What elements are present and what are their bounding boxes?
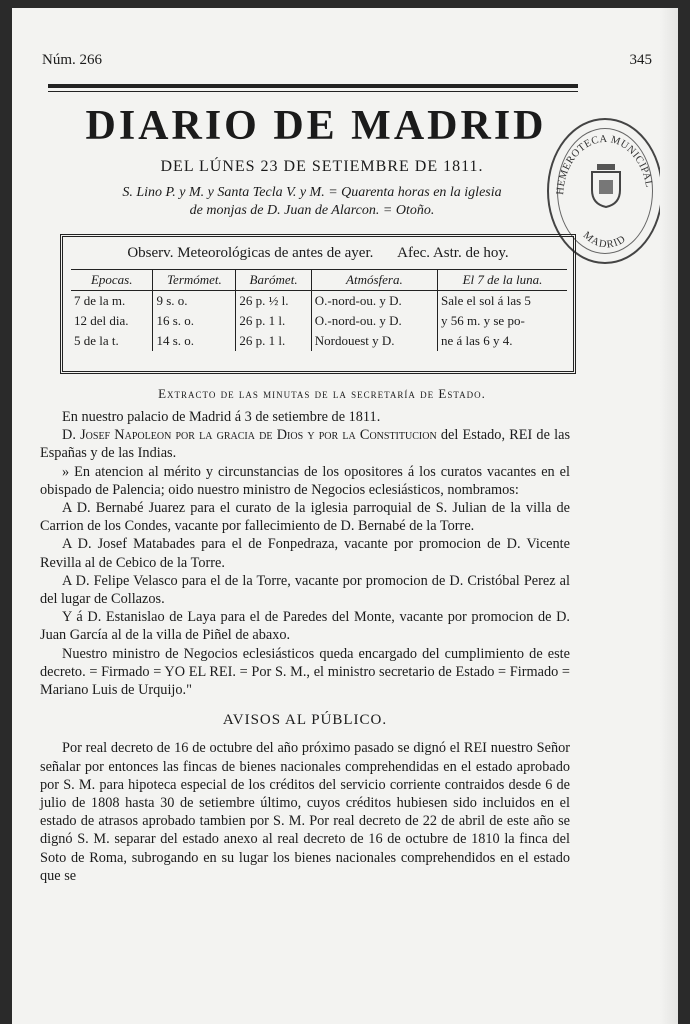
cell-barometro: 26 p. ½ l. [236, 291, 311, 312]
saints-line-1: S. Lino P. y M. y Santa Tecla V. y M. = Quarenta horas en la iglesia [122, 185, 502, 200]
weather-title-right: Afec. Astr. de hoy. [397, 245, 509, 261]
svg-text:HEMEROTECA MUNICIPAL: HEMEROTECA MUNICIPAL [554, 133, 655, 196]
weather-row [71, 331, 567, 351]
section-heading-avisos: AVISOS AL PÚBLICO. [222, 712, 388, 729]
svg-text:MADRID: MADRID [580, 229, 629, 251]
paragraph-appointment: A D. Bernabé Juarez para el curato de la iglesia parroquial de S. Julian de la villa de Carrion de los Condes, vacante por fallecimiento de D. Bernabé de la Torre. [40, 500, 570, 535]
cell-barometro: 26 p. 1 l. [236, 331, 311, 351]
weather-header-row [71, 270, 567, 291]
cell-termometro: 14 s. o. [153, 331, 236, 351]
coat-of-arms-icon [589, 164, 623, 208]
page-edge-shadow [660, 8, 678, 1024]
newspaper-page [12, 8, 678, 1024]
page-header [42, 52, 652, 76]
king-title-rest: del Estado, REI de las Españas y de las Indias. [40, 427, 571, 462]
paragraph-appointment: A D. Josef Matabades para el de Fonpedraza, vacante por promocion de D. Vicente Revilla al de Cebico de la Torre. [40, 536, 570, 571]
cell-termometro: 9 s. o. [153, 291, 236, 312]
page-number: 345 [629, 52, 652, 68]
paragraph-dateline: En nuestro palacio de Madrid á 3 de setiembre de 1811. [62, 409, 381, 425]
date-line: DEL LÚNES 23 DE SETIEMBRE DE 1811. [160, 158, 484, 175]
header-atmosfera: Atmósfera. [311, 270, 437, 291]
saints-line-2: de monjas de D. Juan de Alarcon. = Otoño. [189, 203, 435, 218]
cell-atmosfera: Nordouest y D. [311, 331, 437, 351]
header-rule-thick [48, 84, 578, 88]
cell-barometro: 26 p. 1 l. [236, 311, 311, 331]
weather-title [63, 245, 573, 262]
cell-epoca: 7 de la m. [74, 293, 126, 308]
paragraph-decree-signature: Nuestro ministro de Negocios eclesiásticos queda encargado del cumplimiento de este decreto. = Firmado = YO EL REI. = Por S. M., el ministro secretario de Estado = Firmado = Mariano Luis de Urquijo." [40, 645, 570, 699]
paragraph-king-title [40, 426, 570, 462]
header-termometro: Termómet. [153, 270, 236, 291]
cell-atmosfera: O.-nord-ou. y D. [311, 291, 437, 312]
header-epocas: Epocas. [71, 270, 153, 291]
paragraph-notice: Por real decreto de 16 de octubre del año próximo pasado se dignó el REI nuestro Señor señalar por entonces las fincas de bienes nacionales comprehendidas en el estado aprobado por S. M. para hipoteca especial de los créditos del servicio corriente contraidos desde 6 de julio de 1808 hasta 30 de setiembre último, cuyos créditos hubiesen sido incluidos en el estado de atrasos aprobado tambien por S. M. Por real decreto de 22 de abril de este año se dignó S. M. separar del estado anexo al real decreto de 16 de octubre de 1810 la finca del Soto de Roma, subrogando en su lugar los bienes nacionales comprehendidos en el estado que se [40, 740, 570, 884]
king-title-smallcaps: D. Josef Napoleon por la gracia de Dios y por la Constitucion [62, 427, 437, 444]
header-rule-thin [48, 91, 578, 92]
saints-of-the-day [52, 184, 572, 220]
issue-number: Núm. 266 [42, 52, 102, 68]
paragraph-appointment: Y á D. Estanislao de Laya para el de Paredes del Monte, vacante por promocion de D. Juan García al de la villa de Piñel de abaxo. [40, 609, 570, 644]
cell-epoca: 12 del dia. [74, 313, 129, 328]
weather-row [71, 291, 567, 312]
weather-title-left: Observ. Meteorológicas de antes de ayer. [127, 245, 374, 261]
weather-row [71, 311, 567, 331]
weather-observations-box [60, 234, 576, 374]
header-barometro: Barómet. [236, 270, 311, 291]
cell-atmosfera: O.-nord-ou. y D. [311, 311, 437, 331]
article-body [40, 408, 570, 885]
cell-luna: Sale el sol á las 5 [438, 291, 568, 312]
section-heading-extracto: Extracto de las minutas de la secretaría de Estado. [158, 386, 486, 401]
masthead-title: DIARIO DE MADRID [85, 103, 547, 149]
cell-termometro: 16 s. o. [153, 311, 236, 331]
weather-table [71, 269, 567, 351]
cell-luna: ne á las 6 y 4. [438, 331, 568, 351]
cell-epoca: 5 de la t. [74, 333, 119, 348]
cell-luna: y 56 m. y se po- [438, 311, 568, 331]
paragraph-decree-intro: » En atencion al mérito y circunstancias de los opositores á los curatos vacantes en el obispado de Palencia; oido nuestro ministro de Negocios eclesiásticos, nombramos: [40, 463, 570, 498]
paragraph-appointment: A D. Felipe Velasco para el de la Torre, vacante por promocion de D. Cristóbal Perez al del lugar de Collazos. [40, 572, 570, 608]
header-luna: El 7 de la luna. [438, 270, 568, 291]
